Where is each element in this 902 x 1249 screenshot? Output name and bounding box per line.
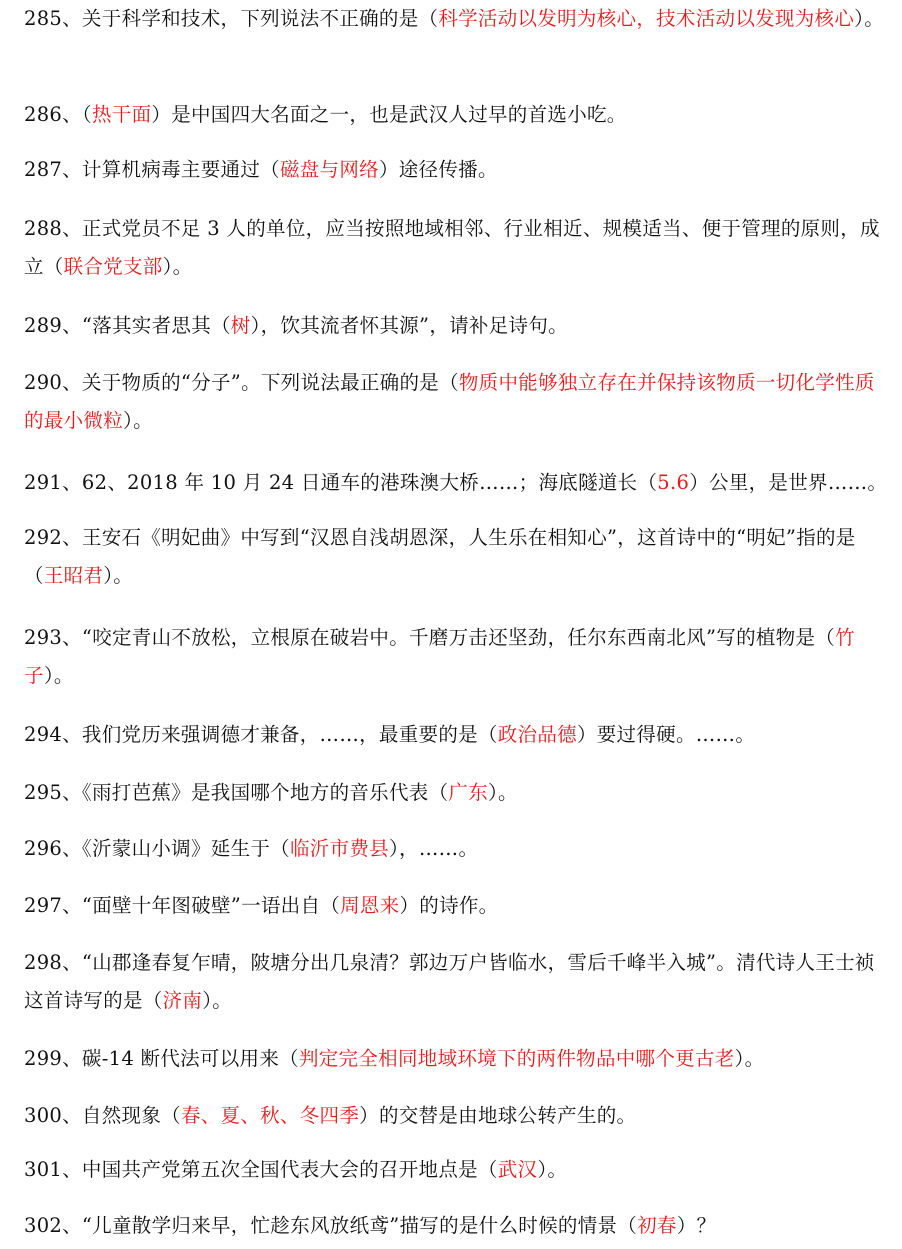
question-number: 289 — [24, 314, 63, 337]
question-text: 、62、2018 年 10 月 24 日通车的港珠澳大桥……；海底隧道长（ — [62, 471, 658, 494]
question-286 — [24, 96, 890, 134]
question-293 — [24, 619, 890, 695]
question-text: 、自然现象（ — [62, 1104, 181, 1127]
question-292 — [24, 519, 890, 595]
question-text: 、我们党历来强调德才兼备，……，最重要的是（ — [62, 723, 498, 746]
answer-text: 树 — [230, 314, 251, 337]
answer-text: 判定完全相同地域环境下的两件物品中哪个更古老 — [298, 1047, 735, 1070]
answer-text: 周恩来 — [340, 894, 400, 917]
answer-text: 济南 — [162, 989, 203, 1012]
question-number: 291 — [24, 471, 63, 494]
question-text: 、关于科学和技术，下列说法不正确的是（ — [62, 7, 439, 30]
answer-text: 王昭君 — [43, 564, 104, 587]
question-text: 、《沂蒙山小调》延生于（ — [62, 837, 290, 860]
question-number: 285 — [24, 7, 63, 30]
question-text-end: ）？ — [676, 1214, 717, 1237]
question-number: 299 — [24, 1047, 63, 1070]
question-number: 300 — [24, 1104, 63, 1127]
question-text-end: ），饮其流者怀其源”，请补足诗句。 — [250, 314, 568, 337]
answer-text: 春、夏、秋、冬四季 — [180, 1104, 360, 1127]
answer-text: 竹子 — [24, 626, 855, 687]
question-number: 293 — [24, 626, 63, 649]
question-text: 、王安石《明妃曲》中写到“汉恩自浅胡恩深，人生乐在相知心”，这首诗中的“明妃”指的是（ — [24, 526, 856, 587]
question-text-end: ）。 — [103, 564, 134, 587]
question-text: 、“儿童散学归来早，忙趁东风放纸鸢”描写的是什么时候的情景（ — [62, 1214, 638, 1237]
question-299 — [24, 1040, 890, 1078]
question-number: 290 — [24, 371, 63, 394]
question-text-end: ）。 — [854, 7, 884, 30]
answer-text: 磁盘与网络 — [279, 158, 379, 181]
answer-text: 政治品德 — [497, 723, 577, 746]
question-289 — [24, 307, 890, 345]
answer-text: 物质中能够独立存在并保持该物质一切化学性质的最小微粒 — [24, 371, 875, 432]
question-text-end: ）公里，是世界……。 — [689, 471, 888, 494]
question-number: 287 — [24, 158, 63, 181]
answer-text: 初春 — [637, 1214, 677, 1237]
question-text: 、关于物质的“分子”。下列说法最正确的是（ — [62, 371, 459, 394]
question-287 — [24, 151, 890, 189]
answer-text: 广东 — [448, 781, 488, 804]
question-text: 、“山郡逢春复乍晴，陂塘分出几泉清？郭边万户皆临水，雪后千峰半入城”。清代诗人王士祯这首诗写的是（ — [24, 951, 875, 1012]
question-number: 297 — [24, 894, 63, 917]
answer-text: 联合党支部 — [63, 255, 163, 278]
question-text: 、（ — [62, 103, 92, 126]
question-297 — [24, 887, 890, 925]
question-301 — [24, 1151, 890, 1189]
question-text: 、《雨打芭蕉》是我国哪个地方的音乐代表（ — [62, 781, 449, 804]
question-text-end: ）。 — [734, 1047, 765, 1070]
question-298 — [24, 944, 890, 1020]
question-text-end: ）。 — [488, 781, 518, 804]
question-text: 、“咬定青山不放松，立根原在破岩中。千磨万击还坚劲，任尔东西南北风”写的植物是（ — [62, 626, 836, 649]
question-number: 288 — [24, 217, 63, 240]
question-text-end: ）。 — [162, 255, 193, 278]
question-291 — [24, 464, 890, 502]
question-number: 296 — [24, 837, 63, 860]
answer-text: 热干面 — [91, 103, 152, 126]
question-text-end: ）途径传播。 — [378, 158, 498, 181]
question-text: 、中国共产党第五次全国代表大会的召开地点是（ — [62, 1158, 498, 1181]
question-number: 294 — [24, 723, 63, 746]
question-text-end: ）要过得硬。……。 — [576, 723, 756, 746]
question-text-end: ）的交替是由地球公转产生的。 — [359, 1104, 637, 1127]
question-text: 、“面壁十年图破壁”一语出自（ — [62, 894, 341, 917]
question-288 — [24, 210, 890, 286]
question-text: 、正式党员不足 3 人的单位，应当按照地域相邻、行业相近、规模适当、便于管理的原则，成立（ — [24, 217, 880, 278]
question-number: 295 — [24, 781, 63, 804]
question-302 — [24, 1207, 890, 1245]
question-text-end: ）是中国四大名面之一，也是武汉人过早的首选小吃。 — [151, 103, 627, 126]
question-text-end: ）。 — [202, 989, 233, 1012]
question-text-end: ）的诗作。 — [399, 894, 499, 917]
question-text: 、碳-14 断代法可以用来（ — [62, 1047, 299, 1070]
question-290 — [24, 364, 890, 440]
answer-text: 临沂市费县 — [289, 837, 389, 860]
question-text-end: ）。 — [43, 664, 74, 687]
question-number: 286 — [24, 103, 63, 126]
question-number: 292 — [24, 526, 63, 549]
question-number: 302 — [24, 1214, 63, 1237]
answer-text: 武汉 — [497, 1158, 538, 1181]
question-text: 、计算机病毒主要通过（ — [62, 158, 280, 181]
question-296 — [24, 830, 890, 868]
question-294 — [24, 716, 890, 754]
answer-text: 5.6 — [657, 471, 690, 494]
answer-text: 科学活动以发明为核心，技术活动以发现为核心 — [438, 7, 855, 30]
question-295 — [24, 774, 890, 812]
question-text-end: ）。 — [123, 409, 153, 432]
question-number: 301 — [24, 1158, 63, 1181]
question-text-end: ），……。 — [389, 837, 479, 860]
question-text-end: ）。 — [537, 1158, 568, 1181]
question-285 — [24, 0, 890, 38]
question-number: 298 — [24, 951, 63, 974]
question-300 — [24, 1097, 890, 1135]
question-text: 、“落其实者思其（ — [62, 314, 231, 337]
